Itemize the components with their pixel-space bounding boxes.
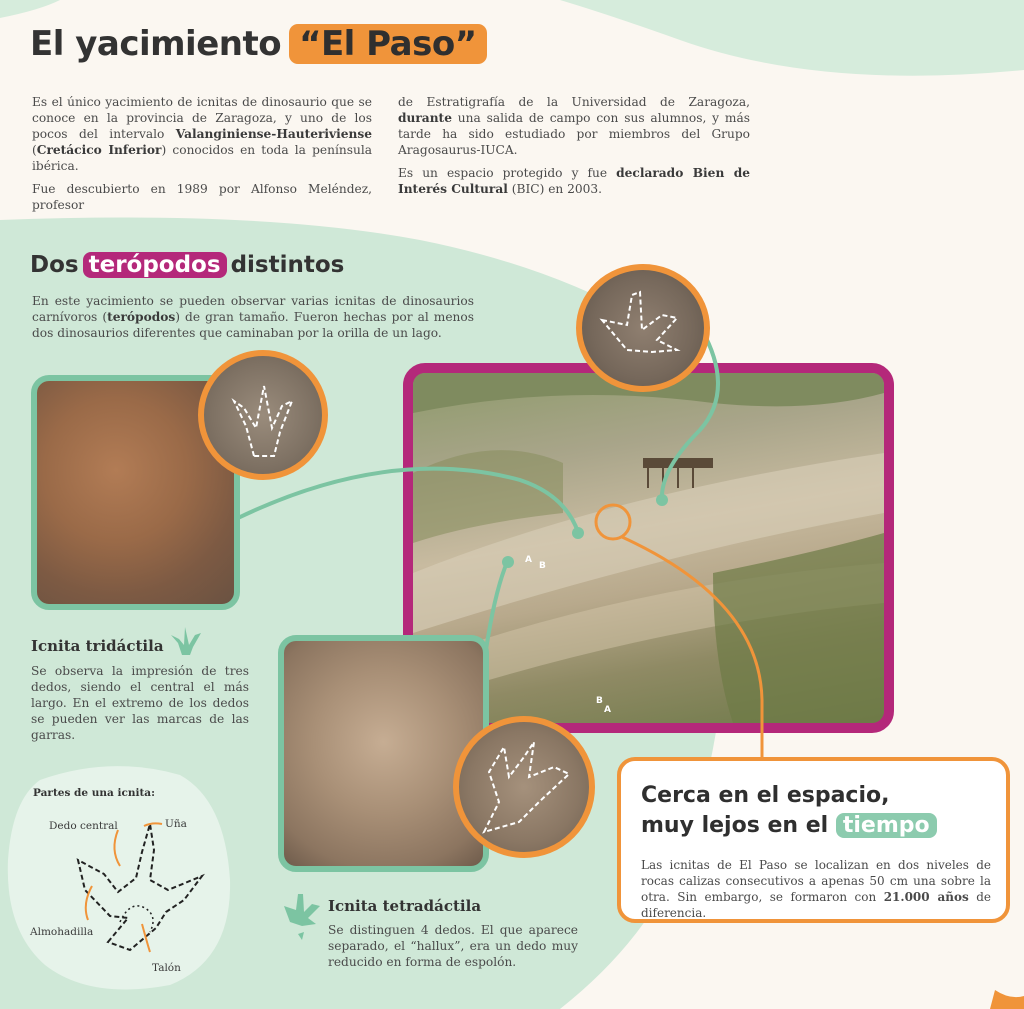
tetradactyl-footprint-icon (278, 890, 322, 944)
tridactyl-footprint-icon (168, 623, 202, 657)
label-almohadilla: Almohadilla (30, 926, 94, 938)
tetradactyl-zoom-circle (453, 716, 595, 858)
intro-paragraph-4: Es un espacio protegido y fue declarado Bien de Interés Cultural (BIC) en 2003. (398, 166, 750, 196)
tridactyl-zoom-circle (198, 350, 328, 480)
tridactyl-text: Se observa la impresión de tres dedos, siendo el central el más largo. En el extremo de los dedos se pueden ver las marcas de las garras. (31, 664, 249, 742)
tridactyl-title: Icnita tridáctila (31, 637, 164, 655)
theropods-text: En este yacimiento se pueden observar varias icnitas de dinosaurios carnívoros (terópodos) de gran tamaño. Fueron hechas por al menos dos dinosaurios diferentes que caminaban por la orilla de un lago. (32, 294, 475, 340)
tetradactyl-title: Icnita tetradáctila (328, 897, 482, 915)
tetradactyl-text: Se distinguen 4 dedos. El que aparece separado, el “hallux”, era un dedo muy reducido en forma de espolón. (328, 923, 578, 969)
time-box-title: Cerca en el espacio, muy lejos en el tiempo (641, 781, 937, 841)
section-title-theropods: Dos terópodos distintos (30, 252, 345, 278)
photo-letter-b: B (539, 561, 546, 571)
photo-letter-a: A (525, 555, 532, 565)
time-box-text: Las icnitas de El Paso se localizan en dos niveles de rocas calizas consecutivos a apenas 50 cm una sobre la otra. Sin embargo, se formaron con 21.000 años de diferencia. (641, 858, 991, 920)
tetradactyl-photo (278, 635, 489, 872)
intro-paragraph-2: Fue descubierto en 1989 por Alfonso Meléndez, profesor (32, 182, 372, 212)
parts-title: Partes de una icnita: (33, 787, 155, 799)
label-talon: Talón (152, 962, 181, 974)
intro-paragraph-1: Es el único yacimiento de icnitas de dinosaurio que se conoce en la provincia de Zaragoza, y uno de los pocos del intervalo Valanginiense-Hauteriviense (Cretácico Inferior) conocidos en toda la península ibérica. (32, 95, 373, 173)
site-zoom-circle (576, 264, 710, 392)
intro-column-left (32, 94, 372, 220)
footprint-parts-diagram (70, 820, 220, 960)
title-highlight-theropods: terópodos (83, 252, 227, 278)
label-dedo-central: Dedo central (49, 820, 118, 832)
label-una: Uña (165, 818, 187, 830)
title-highlight: “El Paso” (289, 24, 486, 64)
title-main: El yacimiento (30, 24, 282, 64)
intro-paragraph-3: de Estratigrafía de la Universidad de Zaragoza, durante una salida de campo con sus alumnos, y más tarde ha sido estudiado por miembros del Grupo Aragosaurus-IUCA. (398, 95, 750, 157)
title-highlight-tiempo: tiempo (836, 813, 937, 838)
tetradactyl-footprint-outline (459, 722, 589, 852)
time-box (617, 757, 1010, 923)
intro-column-right (398, 94, 750, 204)
page-title (30, 24, 487, 64)
photo-letter-a: A (604, 705, 611, 715)
tridactyl-footprint-outline (204, 356, 322, 474)
photo-letter-b: B (596, 696, 603, 706)
site-footprint-outline (582, 270, 704, 386)
